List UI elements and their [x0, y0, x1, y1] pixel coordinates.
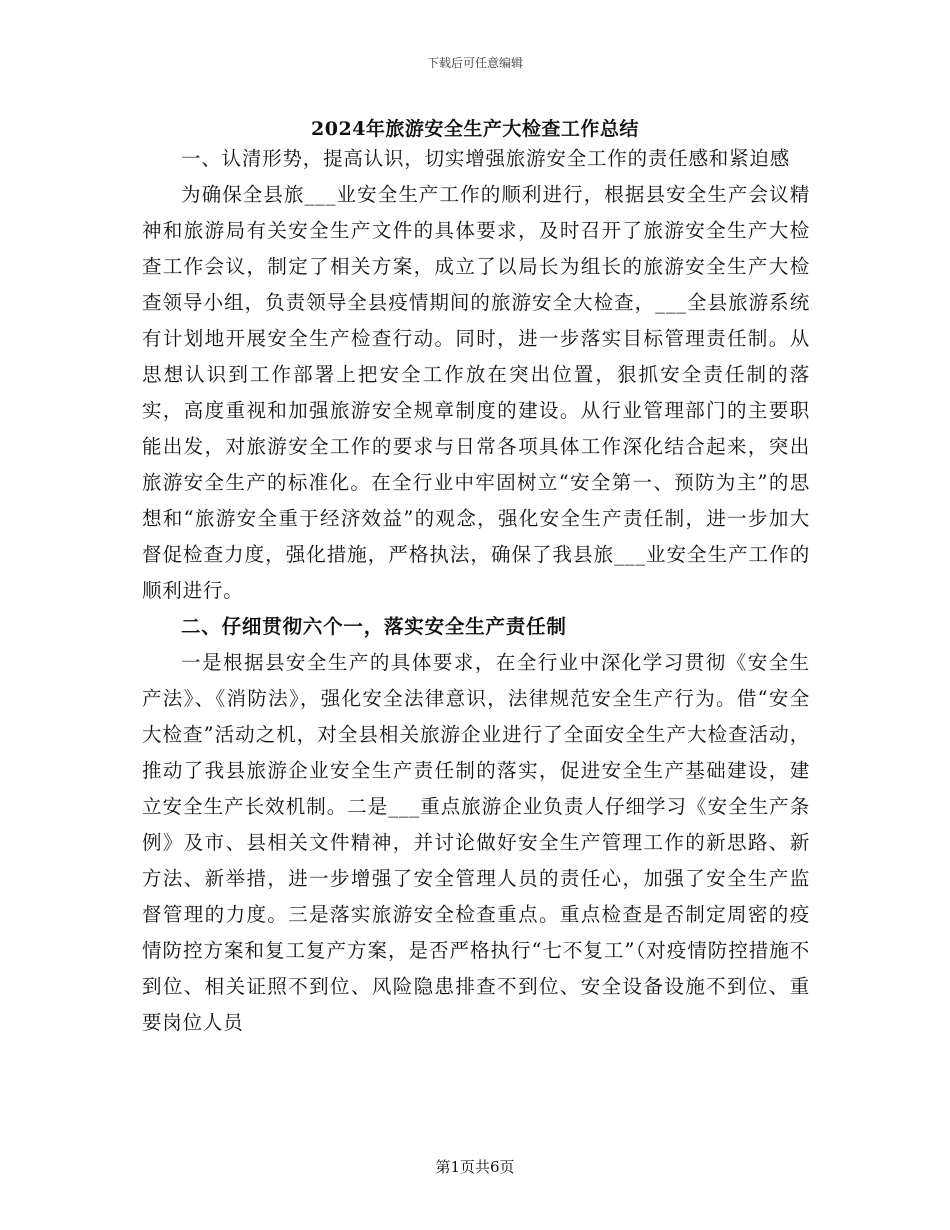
paragraph-1: 为确保全县旅___业安全生产工作的顺利进行，根据县安全生产会议精神和旅游局有关安全生产文件的具体要求，及时召开了旅游安全生产大检查工作会议，制定了相关方案，成立了以局长为组长的旅游安全生产大检查领导小组，负责领导全县疫情期间的旅游安全大检查，___全县旅游系统有计划地开展安全生产检查行动。同时，进一步落实目标管理责任制。从思想认识到工作部署上把安全工作放在突出位置，狠抓安全责任制的落实，高度重视和加强旅游安全规章制度的建设。从行业管理部门的主要职能出发，对旅游安全工作的要求与日常各项具体工作深化结合起来，突出旅游安全生产的标准化。在全行业中牢固树立“安全第一、预防为主”的思想和“旅游安全重于经济效益”的观念，强化安全生产责任制，进一步加大督促检查力度，强化措施，严格执法，确保了我县旅___业安全生产工作的顺利进行。 — [142, 183, 810, 602]
document-body — [142, 141, 810, 1041]
paragraph-2: 一是根据县安全生产的具体要求，在全行业中深化学习贯彻《安全生产法》、《消防法》，强化安全法律意识，法律规范安全生产行为。借“安全大检查”活动之机，对全县相关旅游企业进行了全面安全生产大检查活动，推动了我县旅游企业安全生产责任制的落实，促进安全生产基础建设，建立安全生产长效机制。二是___重点旅游企业负责人仔细学习《安全生产条例》及市、县相关文件精神，并讨论做好安全生产管理工作的新思路、新方法、新举措，进一步增强了安全管理人员的责任心，加强了安全生产监督管理的力度。三是落实旅游安全检查重点。重点检查是否制定周密的疫情防控方案和复工复产方案，是否严格执行“七不复工”（对疫情防控措施不到位、相关证照不到位、风险隐患排查不到位、安全设备设施不到位、重要岗位人员 — [142, 651, 810, 1034]
header-note: 下载后可任意编辑 — [426, 56, 523, 70]
document-title: 2024年旅游安全生产大检查工作总结 — [311, 118, 639, 140]
section-2-heading: 二、仔细贯彻六个一，落实安全生产责任制 — [181, 615, 567, 638]
section-1-heading: 一、认清形势，提高认识，切实增强旅游安全工作的责任感和紧迫感 — [181, 147, 791, 170]
page-number: 第1页共6页 — [435, 1158, 515, 1176]
